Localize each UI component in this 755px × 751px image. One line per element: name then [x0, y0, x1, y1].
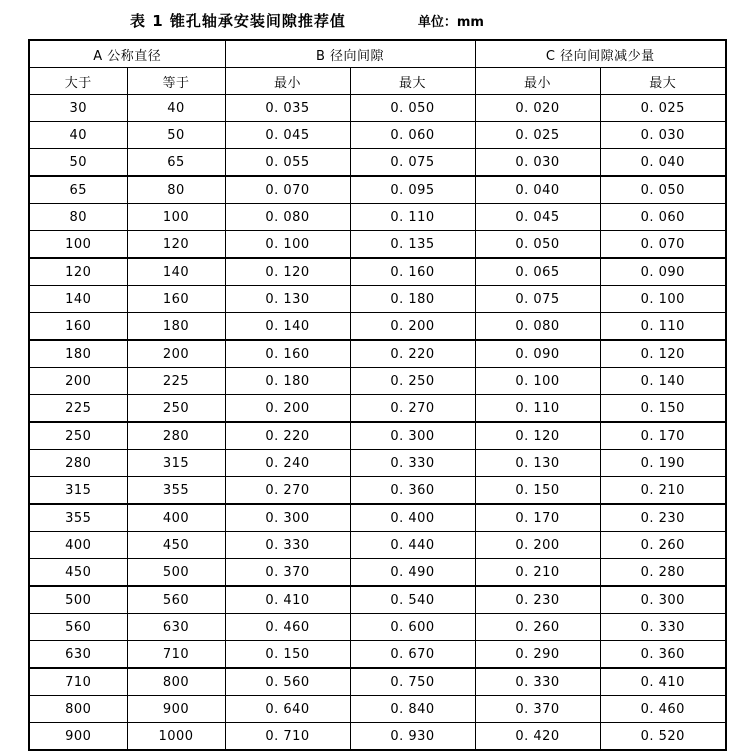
table-cell: 0. 330: [600, 614, 726, 641]
table-cell: 0. 020: [475, 95, 600, 122]
table-cell: 65: [127, 149, 225, 177]
table-cell: 0. 930: [350, 723, 475, 751]
table-cell: 0. 075: [350, 149, 475, 177]
table-row: [29, 559, 726, 587]
table-cell: 160: [127, 286, 225, 313]
sub-header-cell: 最大: [350, 68, 475, 95]
table-cell: 0. 490: [350, 559, 475, 587]
table-cell: 0. 330: [350, 450, 475, 477]
table-cell: 0. 460: [600, 696, 726, 723]
sub-header-cell: 最小: [225, 68, 350, 95]
group-header-a: A 公称直径: [29, 40, 225, 68]
table-cell: 0. 750: [350, 668, 475, 696]
table-cell: 0. 190: [600, 450, 726, 477]
table-cell: 400: [127, 504, 225, 532]
table-cell: 0. 360: [350, 477, 475, 505]
table-row: [29, 504, 726, 532]
table-cell: 100: [127, 204, 225, 231]
table-cell: 0. 135: [350, 231, 475, 259]
table-cell: 140: [29, 286, 127, 313]
table-cell: 355: [29, 504, 127, 532]
table-row: [29, 122, 726, 149]
table-cell: 0. 560: [225, 668, 350, 696]
table-cell: 0. 130: [225, 286, 350, 313]
table-cell: 315: [127, 450, 225, 477]
table-cell: 0. 055: [225, 149, 350, 177]
table-cell: 0. 280: [600, 559, 726, 587]
table-row: [29, 422, 726, 450]
table-cell: 900: [127, 696, 225, 723]
table-cell: 50: [29, 149, 127, 177]
table-row: [29, 641, 726, 669]
table-cell: 0. 360: [600, 641, 726, 669]
table-cell: 800: [29, 696, 127, 723]
table-cell: 180: [127, 313, 225, 341]
table-cell: 80: [127, 176, 225, 204]
table-cell: 250: [29, 422, 127, 450]
table-cell: 0. 300: [225, 504, 350, 532]
table-cell: 0. 460: [225, 614, 350, 641]
table-cell: 800: [127, 668, 225, 696]
table-cell: 0. 150: [225, 641, 350, 669]
table-cell: 0. 420: [475, 723, 600, 751]
table-cell: 0. 540: [350, 586, 475, 614]
table-row: [29, 176, 726, 204]
table-cell: 0. 150: [600, 395, 726, 423]
table-cell: 225: [127, 368, 225, 395]
table-cell: 0. 130: [475, 450, 600, 477]
table-row: [29, 532, 726, 559]
table-cell: 0. 060: [600, 204, 726, 231]
table-cell: 450: [127, 532, 225, 559]
table-cell: 120: [29, 258, 127, 286]
table-cell: 0. 440: [350, 532, 475, 559]
table-cell: 50: [127, 122, 225, 149]
table-cell: 0. 060: [350, 122, 475, 149]
table-cell: 560: [29, 614, 127, 641]
table-cell: 0. 640: [225, 696, 350, 723]
table-cell: 0. 220: [350, 340, 475, 368]
table-row: [29, 340, 726, 368]
table-cell: 0. 090: [475, 340, 600, 368]
sub-header-cell: 最大: [600, 68, 726, 95]
table-cell: 225: [29, 395, 127, 423]
clearance-table: [28, 39, 727, 751]
sub-header-row: [29, 68, 726, 95]
table-row: [29, 696, 726, 723]
table-cell: 0. 710: [225, 723, 350, 751]
table-cell: 0. 670: [350, 641, 475, 669]
table-cell: 0. 840: [350, 696, 475, 723]
table-cell: 630: [29, 641, 127, 669]
table-cell: 0. 110: [350, 204, 475, 231]
table-cell: 0. 200: [475, 532, 600, 559]
table-cell: 0. 045: [225, 122, 350, 149]
table-cell: 355: [127, 477, 225, 505]
table-cell: 180: [29, 340, 127, 368]
table-cell: 0. 070: [225, 176, 350, 204]
table-cell: 100: [29, 231, 127, 259]
table-row: [29, 313, 726, 341]
table-cell: 400: [29, 532, 127, 559]
table-cell: 0. 050: [600, 176, 726, 204]
table-cell: 500: [127, 559, 225, 587]
table-cell: 0. 100: [475, 368, 600, 395]
table-cell: 0. 150: [475, 477, 600, 505]
table-cell: 40: [127, 95, 225, 122]
table-cell: 30: [29, 95, 127, 122]
table-cell: 0. 300: [350, 422, 475, 450]
table-row: [29, 204, 726, 231]
table-cell: 40: [29, 122, 127, 149]
table-cell: 0. 520: [600, 723, 726, 751]
table-cell: 0. 370: [475, 696, 600, 723]
table-cell: 0. 230: [600, 504, 726, 532]
table-cell: 0. 270: [225, 477, 350, 505]
table-cell: 0. 160: [225, 340, 350, 368]
table-cell: 250: [127, 395, 225, 423]
table-cell: 710: [29, 668, 127, 696]
table-cell: 0. 025: [475, 122, 600, 149]
table-cell: 0. 080: [225, 204, 350, 231]
table-cell: 0. 600: [350, 614, 475, 641]
table-cell: 280: [29, 450, 127, 477]
table-cell: 0. 110: [600, 313, 726, 341]
table-cell: 0. 110: [475, 395, 600, 423]
table-body: [29, 40, 726, 750]
table-cell: 0. 140: [600, 368, 726, 395]
table-cell: 0. 040: [475, 176, 600, 204]
table-cell: 0. 030: [475, 149, 600, 177]
table-caption: [130, 0, 755, 39]
table-cell: 0. 025: [600, 95, 726, 122]
table-cell: 0. 400: [350, 504, 475, 532]
table-cell: 0. 035: [225, 95, 350, 122]
table-cell: 65: [29, 176, 127, 204]
table-cell: 0. 050: [475, 231, 600, 259]
group-header-b: B 径向间隙: [225, 40, 475, 68]
table-cell: 0. 330: [225, 532, 350, 559]
table-cell: 0. 240: [225, 450, 350, 477]
table-cell: 0. 090: [600, 258, 726, 286]
table-cell: 0. 100: [600, 286, 726, 313]
table-cell: 0. 410: [225, 586, 350, 614]
table-cell: 0. 030: [600, 122, 726, 149]
table-cell: 0. 230: [475, 586, 600, 614]
table-row: [29, 231, 726, 259]
table-cell: 0. 200: [350, 313, 475, 341]
table-cell: 0. 100: [225, 231, 350, 259]
sub-header-cell: 最小: [475, 68, 600, 95]
table-cell: 900: [29, 723, 127, 751]
table-cell: 80: [29, 204, 127, 231]
table-cell: 0. 210: [475, 559, 600, 587]
table-cell: 315: [29, 477, 127, 505]
table-cell: 0. 290: [475, 641, 600, 669]
group-header-c: C 径向间隙减少量: [475, 40, 726, 68]
table-cell: 140: [127, 258, 225, 286]
table-row: [29, 258, 726, 286]
table-cell: 120: [127, 231, 225, 259]
table-cell: 0. 045: [475, 204, 600, 231]
table-row: [29, 450, 726, 477]
group-header-row: [29, 40, 726, 68]
table-row: [29, 395, 726, 423]
table-cell: 200: [127, 340, 225, 368]
table-cell: 0. 170: [600, 422, 726, 450]
table-cell: 0. 220: [225, 422, 350, 450]
table-row: [29, 614, 726, 641]
table-row: [29, 149, 726, 177]
table-cell: 0. 210: [600, 477, 726, 505]
table-cell: 630: [127, 614, 225, 641]
table-cell: 0. 080: [475, 313, 600, 341]
table-cell: 0. 120: [475, 422, 600, 450]
table-cell: 0. 075: [475, 286, 600, 313]
table-cell: 710: [127, 641, 225, 669]
table-cell: 0. 120: [600, 340, 726, 368]
table-cell: 0. 065: [475, 258, 600, 286]
table-cell: 0. 120: [225, 258, 350, 286]
table-row: [29, 477, 726, 505]
table-unit-note: 单位：mm: [417, 15, 484, 30]
table-cell: 0. 330: [475, 668, 600, 696]
table-cell: 0. 370: [225, 559, 350, 587]
table-row: [29, 95, 726, 122]
table-cell: 0. 180: [225, 368, 350, 395]
table-cell: 0. 095: [350, 176, 475, 204]
table-cell: 560: [127, 586, 225, 614]
table-cell: 0. 410: [600, 668, 726, 696]
table-cell: 0. 260: [475, 614, 600, 641]
table-cell: 160: [29, 313, 127, 341]
sub-header-cell: 等于: [127, 68, 225, 95]
table-row: [29, 668, 726, 696]
table-cell: 0. 250: [350, 368, 475, 395]
table-cell: 0. 160: [350, 258, 475, 286]
table-cell: 0. 050: [350, 95, 475, 122]
table-row: [29, 723, 726, 751]
table-row: [29, 368, 726, 395]
table-cell: 1000: [127, 723, 225, 751]
table-cell: 200: [29, 368, 127, 395]
table-cell: 500: [29, 586, 127, 614]
table-title: 表 1 锥孔轴承安装间隙推荐值: [130, 12, 346, 30]
table-cell: 0. 260: [600, 532, 726, 559]
table-cell: 0. 040: [600, 149, 726, 177]
table-cell: 0. 270: [350, 395, 475, 423]
table-row: [29, 586, 726, 614]
table-cell: 0. 140: [225, 313, 350, 341]
table-cell: 0. 200: [225, 395, 350, 423]
table-cell: 0. 170: [475, 504, 600, 532]
table-cell: 450: [29, 559, 127, 587]
table-cell: 0. 070: [600, 231, 726, 259]
sub-header-cell: 大于: [29, 68, 127, 95]
table-row: [29, 286, 726, 313]
table-cell: 0. 300: [600, 586, 726, 614]
table-cell: 280: [127, 422, 225, 450]
table-cell: 0. 180: [350, 286, 475, 313]
